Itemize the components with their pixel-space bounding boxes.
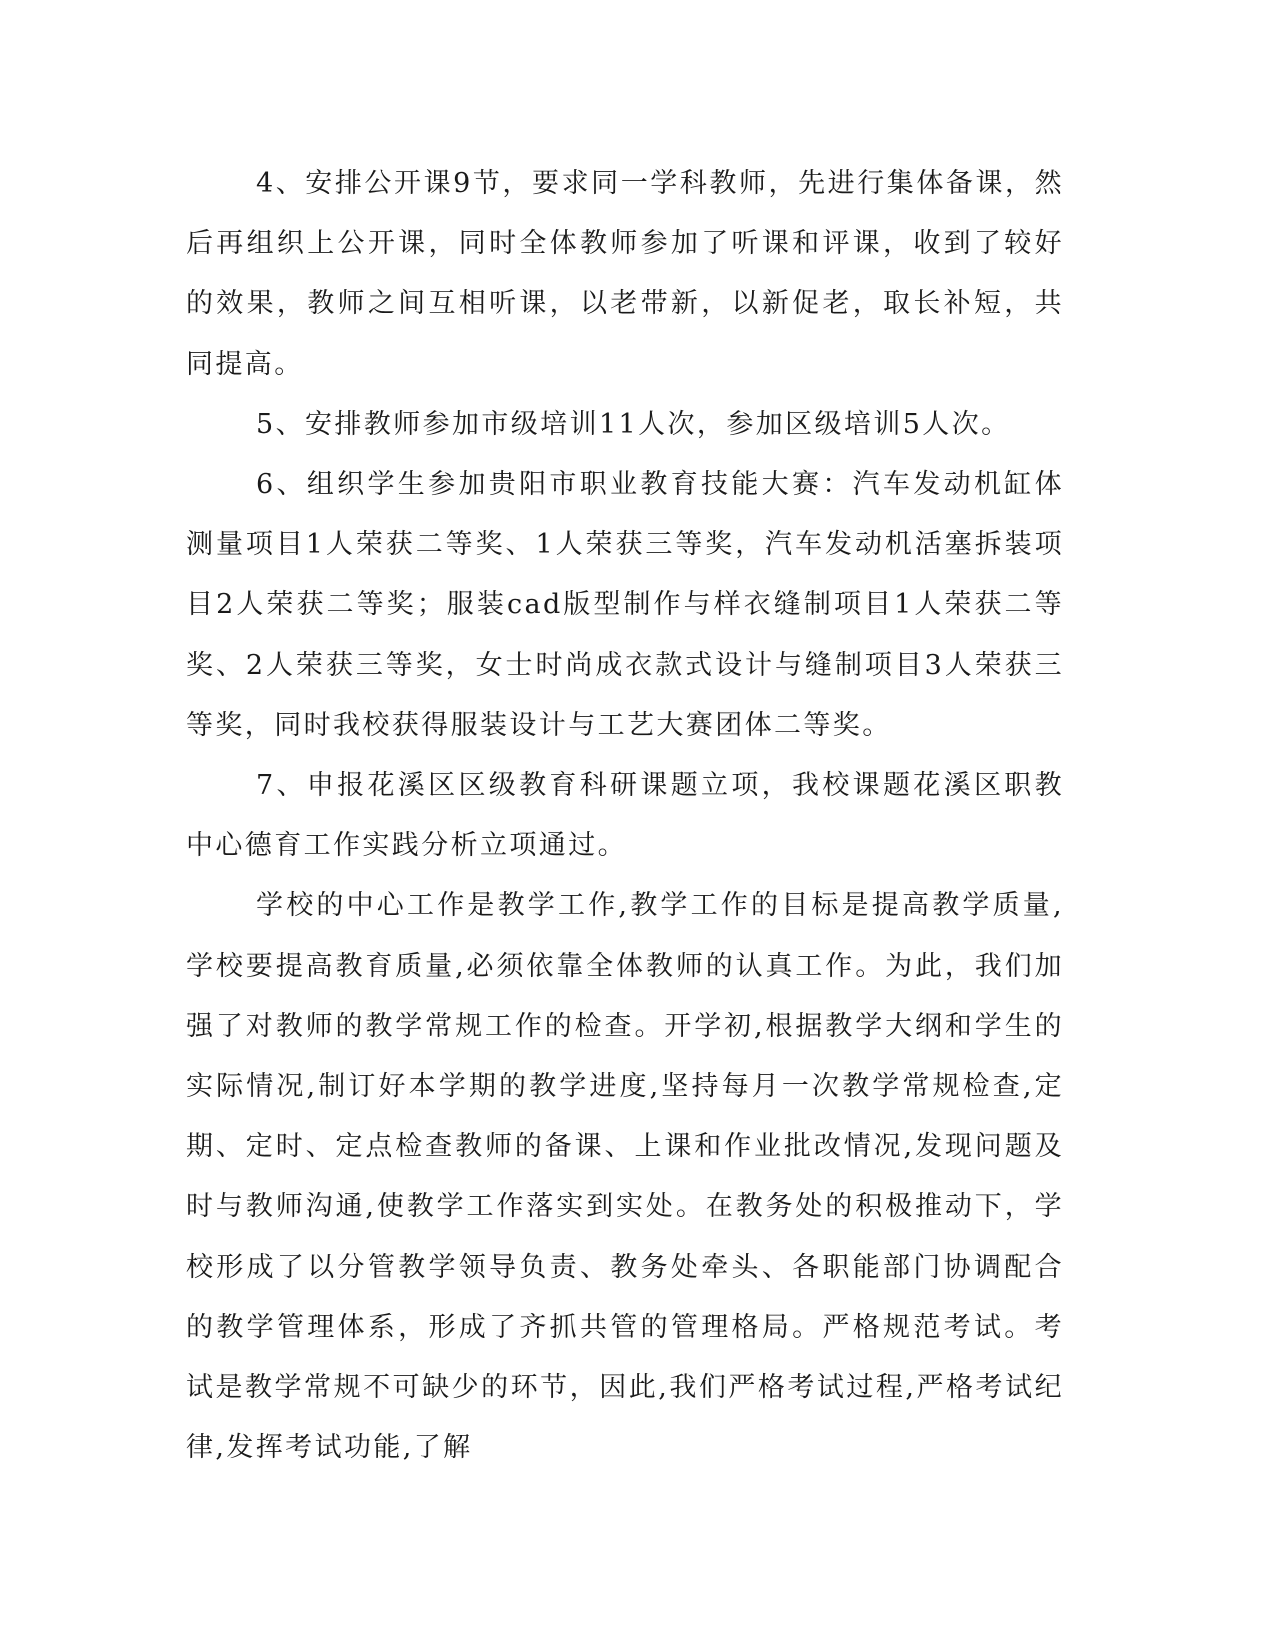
paragraph-item-6: 6、组织学生参加贵阳市职业教育技能大赛：汽车发动机缸体测量项目1人荣获二等奖、1人荣获三等奖，汽车发动机活塞拆装项目2人荣获二等奖；服装cad版型制作与样衣缝制项目1人荣获二等奖、2人荣获三等奖，女士时尚成衣款式设计与缝制项目3人荣获三等奖，同时我校获得服装设计与工艺大赛团体二等奖。 (186, 469, 1064, 741)
paragraph-teaching-routine: 学校的中心工作是教学工作,教学工作的目标是提高教学质量,学校要提高教育质量,必须依靠全体教师的认真工作。为此，我们加强了对教师的教学常规工作的检查。开学初,根据教学大纲和学生的实际情况,制订好本学期的教学进度,坚持每月一次教学常规检查,定期、定时、定点检查教师的备课、上课和作业批改情况,发现问题及时与教师沟通,使教学工作落实到实处。在教务处的积极推动下，学校形成了以分管教学领导负责、教务处牵头、各职能部门协调配合的教学管理体系，形成了齐抓共管的管理格局。严格规范考试。考试是教学常规不可缺少的环节，因此,我们严格考试过程,严格考试纪律,发挥考试功能,了解 (186, 890, 1064, 1464)
paragraph-item-4: 4、安排公开课9节，要求同一学科教师，先进行集体备课，然后再组织上公开课，同时全体教师参加了听课和评课，收到了较好的效果，教师之间互相听课，以老带新，以新促老，取长补短，共同提高。 (186, 168, 1064, 380)
paragraph-item-7: 7、申报花溪区区级教育科研课题立项，我校课题花溪区职教中心德育工作实践分析立项通过。 (186, 770, 1064, 862)
document-body (186, 154, 1064, 1478)
paragraph-item-5: 5、安排教师参加市级培训11人次，参加区级培训5人次。 (256, 408, 1011, 440)
